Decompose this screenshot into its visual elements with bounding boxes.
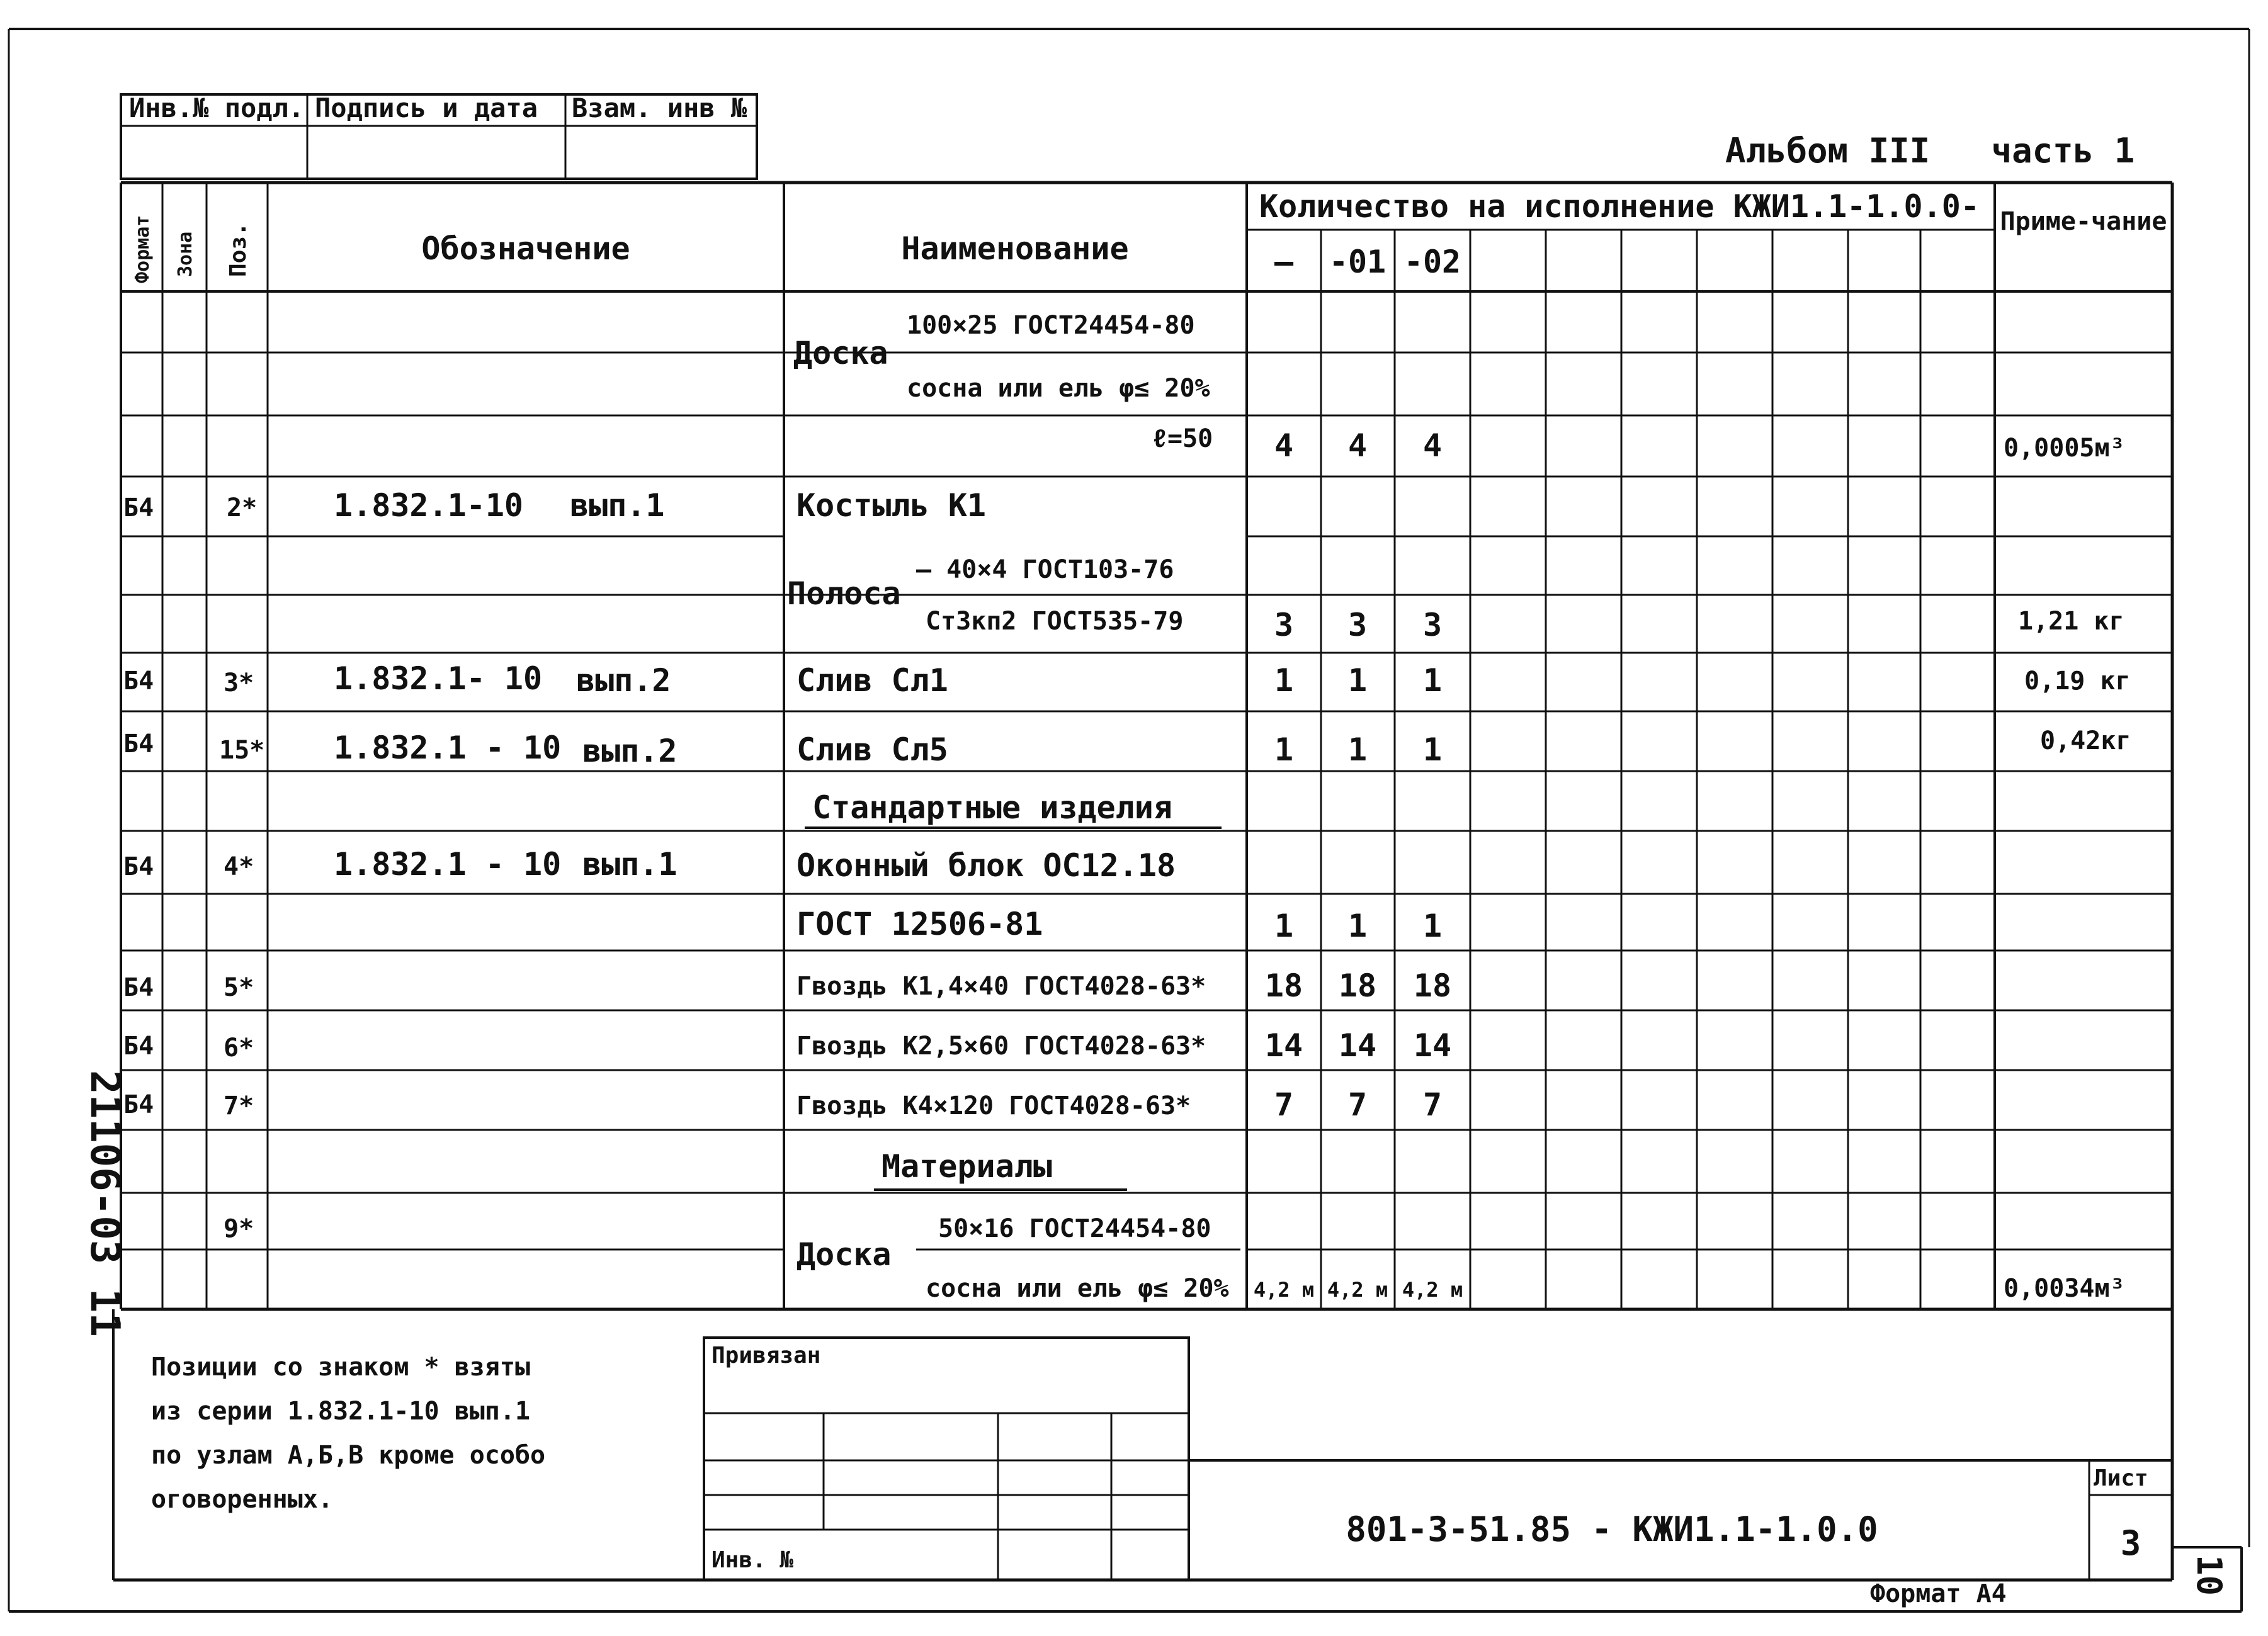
r4-pos: 15* <box>219 736 265 765</box>
sheet-label: Лист <box>2094 1465 2148 1491</box>
r5-name: Оконный блок ОС12.18 <box>797 847 1176 884</box>
header-note-line: Приме-чание <box>2000 207 2167 236</box>
qty-r1-2: 4 <box>1347 427 1368 464</box>
qty-r6-1: 1 <box>1274 908 1294 944</box>
qty-r1-3: 4 <box>1422 427 1443 464</box>
stamp-replace-label: Взам. инв № <box>572 93 747 123</box>
qty-r4-3: 1 <box>1422 731 1443 768</box>
r6-name: ГОСТ 12506-81 <box>797 906 1043 942</box>
bind-box-title: Привязан <box>712 1343 821 1368</box>
qty-r3-3: 1 <box>1422 662 1443 699</box>
r8-pos: 6* <box>224 1034 254 1063</box>
r5-issue: вып.1 <box>582 846 678 883</box>
qty-r6-2: 1 <box>1347 908 1368 944</box>
doska1-length: ℓ=50 <box>1152 424 1213 453</box>
footnote-line-3: по узлам А,Б,В кроме особо <box>151 1441 546 1470</box>
r9-pos: 7* <box>224 1092 254 1120</box>
album-label: Альбом III часть 1 <box>1725 131 2135 171</box>
r3-designation: 1.832.1- 10 <box>334 660 543 697</box>
side-archive-number: 21106-03 11 <box>81 1070 128 1337</box>
header-qty-col-3: -02 <box>1403 244 1461 280</box>
polosa-bottom: Ст3кп2 ГОСТ535-79 <box>926 607 1184 636</box>
sheet-number: 3 <box>2120 1523 2141 1563</box>
qty-r1-1: 4 <box>1274 427 1294 464</box>
footnote-line-1: Позиции со знаком * взяты <box>151 1353 531 1382</box>
qty-r3-1: 1 <box>1274 662 1294 699</box>
qty-r2-1: 3 <box>1274 607 1294 643</box>
qty-r3-2: 1 <box>1347 662 1368 699</box>
polosa-word: Полоса <box>787 575 901 612</box>
r8-name: Гвоздь К2,5×60 ГОСТ4028-63* <box>797 1032 1206 1061</box>
stamp-inv-label: Инв.№ подл. <box>129 93 305 123</box>
doska1-bottom: сосна или ель φ≤ 20% <box>907 374 1210 403</box>
r7-name: Гвоздь К1,4×40 ГОСТ4028-63* <box>797 972 1206 1001</box>
header-designation: Обозначение <box>421 230 630 267</box>
header-name: Наименование <box>901 230 1129 267</box>
qty-r9-3: 7 <box>1422 1086 1443 1123</box>
doska1-word: Доска <box>793 335 888 371</box>
r5-pos: 4* <box>224 852 254 881</box>
r4-name: Слив Сл5 <box>797 731 948 768</box>
r5-format: Б4 <box>123 852 154 881</box>
header-qty-col-2: -01 <box>1329 244 1386 280</box>
qty-r10-3: 4,2 м <box>1402 1278 1463 1302</box>
r4-designation: 1.832.1 - 10 <box>334 730 562 766</box>
qty-r4-2: 1 <box>1347 731 1368 768</box>
qty-r9-2: 7 <box>1347 1086 1368 1123</box>
document-code: 801-3-51.85 - КЖИ1.1-1.0.0 <box>1346 1509 1878 1549</box>
bind-box-inv: Инв. № <box>712 1547 794 1573</box>
header-format: Формат <box>132 215 154 283</box>
r8-format: Б4 <box>123 1032 154 1061</box>
r3-issue: вып.2 <box>576 662 671 699</box>
r2-pos: 2* <box>227 494 258 522</box>
qty-r8-3: 14 <box>1413 1027 1452 1064</box>
footnote-line-2: из серии 1.832.1-10 вып.1 <box>151 1397 531 1426</box>
r4-format: Б4 <box>123 730 154 759</box>
qty-r2-3: 3 <box>1422 607 1443 643</box>
qty-r6-3: 1 <box>1422 908 1443 944</box>
doska2-word: Доска <box>797 1236 892 1273</box>
note-r4: 0,42кг <box>2040 726 2131 755</box>
note-r1: 0,0005м³ <box>2004 434 2125 463</box>
r5-designation: 1.832.1 - 10 <box>334 846 562 883</box>
qty-r8-1: 14 <box>1264 1027 1303 1064</box>
doska2-top: 50×16 ГОСТ24454-80 <box>938 1214 1211 1243</box>
header-qty-title: Количество на исполнение КЖИ1.1-1.0.0- <box>1259 188 1980 225</box>
qty-r4-1: 1 <box>1274 731 1294 768</box>
stamp-sign-label: Подпись и дата <box>315 93 538 123</box>
r2-format: Б4 <box>123 494 154 522</box>
r7-pos: 5* <box>224 973 254 1002</box>
r4-issue: вып.2 <box>582 733 678 769</box>
section-standard-items: Стандартные изделия <box>812 789 1172 826</box>
header-note <box>2000 207 2167 236</box>
note-r3: 0,19 кг <box>2024 667 2131 696</box>
section-materials: Материалы <box>882 1148 1052 1185</box>
r9-name: Гвоздь К4×120 ГОСТ4028-63* <box>797 1092 1191 1120</box>
r3-pos: 3* <box>224 669 254 697</box>
doska1-top: 100×25 ГОСТ24454-80 <box>907 311 1195 340</box>
qty-r10-1: 4,2 м <box>1253 1278 1315 1302</box>
polosa-top: – 40×4 ГОСТ103-76 <box>916 555 1174 584</box>
header-qty-col-1: — <box>1274 244 1294 280</box>
r9-format: Б4 <box>123 1090 154 1119</box>
header-pos: Поз. <box>225 222 251 277</box>
r3-name: Слив Сл1 <box>797 662 948 699</box>
qty-r8-2: 14 <box>1338 1027 1377 1064</box>
r2-designation: 1.832.1-10 <box>334 487 524 524</box>
r10-pos: 9* <box>224 1214 254 1243</box>
qty-r7-3: 18 <box>1413 967 1452 1004</box>
r2-issue: вып.1 <box>570 487 665 524</box>
qty-r7-2: 18 <box>1338 967 1377 1004</box>
r2-name: Костыль К1 <box>797 487 987 524</box>
format-label: Формат А4 <box>1870 1579 2007 1608</box>
qty-r2-2: 3 <box>1347 607 1368 643</box>
r3-format: Б4 <box>123 667 154 696</box>
footnote-line-4: оговоренных. <box>151 1485 333 1514</box>
qty-r9-1: 7 <box>1274 1086 1294 1123</box>
r7-format: Б4 <box>123 973 154 1002</box>
doska2-bottom: сосна или ель φ≤ 20% <box>926 1274 1229 1303</box>
qty-r7-1: 18 <box>1264 967 1303 1004</box>
header-zone: Зона <box>174 231 196 277</box>
corner-number: 10 <box>2189 1555 2229 1596</box>
note-r10: 0,0034м³ <box>2004 1274 2125 1303</box>
qty-r10-2: 4,2 м <box>1327 1278 1388 1302</box>
note-r2: 1,21 кг <box>2018 607 2124 636</box>
